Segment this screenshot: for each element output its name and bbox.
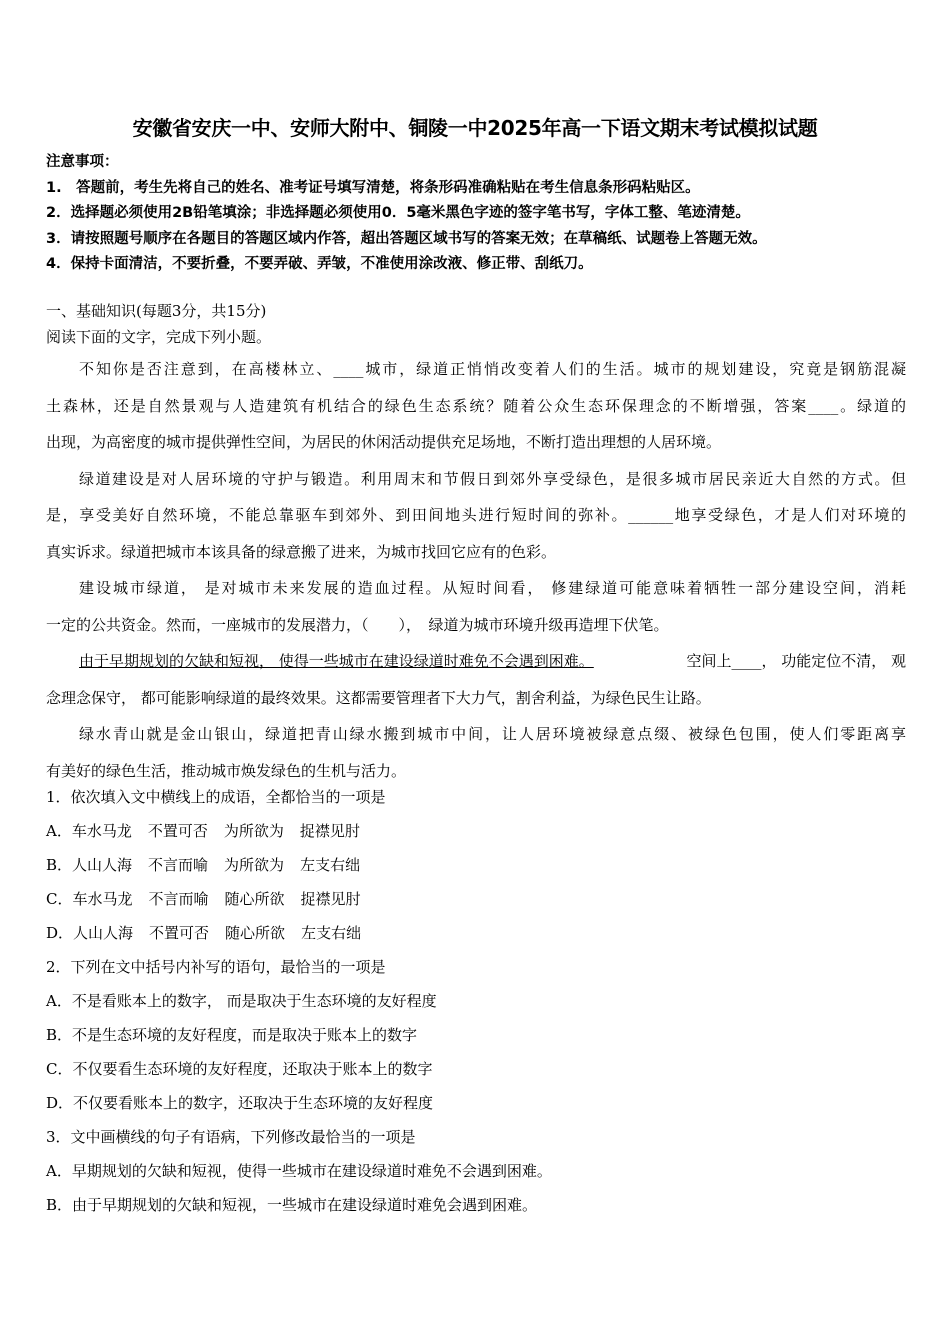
passage-line: 真实诉求。绿道把城市本该具备的绿意搬了进来，为城市找回它应有的色彩。 xyxy=(46,542,557,561)
option-part: D．人山人海 xyxy=(46,924,134,942)
passage-line: 一定的公共资金。然而，一座城市的发展潜力，（ ）， 绿道为城市环境升级再造埋下伏笔。 xyxy=(46,615,669,634)
passage-line xyxy=(46,643,906,680)
note-item: 1. 答题前，考生先将自己的姓名、准考证号填写清楚，将条形码准确粘贴在考生信息条形码粘贴区。 xyxy=(46,179,700,196)
option-part: 捉襟见肘 xyxy=(300,890,361,908)
questions xyxy=(46,780,906,1222)
option-part: 为所欲为 xyxy=(223,822,284,840)
option-2b: B．不是生态环境的友好程度，而是取决于账本上的数字 xyxy=(46,1026,418,1044)
option-part: 不言而喻 xyxy=(148,890,209,908)
option-1b xyxy=(46,848,906,882)
option-part: 为所欲为 xyxy=(224,856,285,874)
underlined-sentence: 由于早期规划的欠缺和短视， 使得一些城市在建设绿道时难免不会遇到困难。 xyxy=(79,652,594,670)
notes-section xyxy=(46,150,926,278)
notes-heading: 注意事项： xyxy=(46,154,119,170)
option-2a: A．不是看账本上的数字， 而是取决于生态环境的友好程度 xyxy=(46,992,437,1010)
passage-line: 绿水青山就是金山银山，绿道把青山绿水搬到城市中间，让人居环境被绿意点缀、被绿色包围，使人们零距离享 xyxy=(79,725,906,743)
option-part: 不言而喻 xyxy=(148,856,209,874)
passage-line: 念理念保守， 都可能影响绿道的最终效果。这都需要管理者下大力气，割舍利益，为绿色民生让路。 xyxy=(46,688,711,707)
option-part: 随心所欲 xyxy=(224,890,285,908)
question-stem: 2．下列在文中括号内补写的语句，最恰当的一项是 xyxy=(46,958,386,976)
option-part: 不置可否 xyxy=(149,924,210,942)
passage-line: 绿道建设是对人居环境的守护与锻造。利用周末和节假日到郊外享受绿色，是很多城市居民亲近大自然的方式。但 xyxy=(79,469,906,488)
option-3b: B．由于早期规划的欠缺和短视，一些城市在建设绿道时难免会遇到困难。 xyxy=(46,1196,538,1214)
option-2d: D．不仅要看账本上的数字，还取决于生态环境的友好程度 xyxy=(46,1094,434,1112)
option-part: 捉襟见肘 xyxy=(299,822,360,840)
option-part: B．人山人海 xyxy=(46,856,133,874)
reading-passage xyxy=(46,351,906,789)
option-1c xyxy=(46,882,906,916)
exam-title: 安徽省安庆一中、安师大附中、铜陵一中2025年高一下语文期末考试模拟试题 xyxy=(132,116,818,140)
note-item: 4．保持卡面清洁，不要折叠，不要弄破、弄皱，不准使用涂改液、修正带、刮纸刀。 xyxy=(46,256,593,272)
option-part: C．车水马龙 xyxy=(46,890,133,908)
passage-line-rest: 空间上____， 功能定位不清， 观 xyxy=(686,652,906,670)
note-item: 3．请按照题号顺序在各题目的答题区域内作答，超出答题区域书写的答案无效；在草稿纸、试题卷上答题无效。 xyxy=(46,230,767,247)
question-stem: 1．依次填入文中横线上的成语，全都恰当的一项是 xyxy=(46,788,386,806)
option-1a xyxy=(46,814,906,848)
option-part: 左支右绌 xyxy=(301,924,362,942)
passage-line: 出现，为高密度的城市提供弹性空间，为居民的休闲活动提供充足场地，不断打造出理想的人居环境。 xyxy=(46,433,722,451)
option-part: 不置可否 xyxy=(147,822,208,840)
section-heading: 一、基础知识(每题3分，共15分) xyxy=(46,302,267,320)
option-part: 左支右绌 xyxy=(300,856,361,874)
passage-line: 是，享受美好自然环境，不能总靠驱车到郊外、到田间地头进行短时间的弥补。______地享受绿色，才是人们对环境的 xyxy=(46,506,906,524)
passage-line: 土森林，还是自然景观与人造建筑有机结合的绿色生态系统？随着公众生态环保理念的不断增强，答案____。绿道的 xyxy=(46,396,906,415)
option-2c: C．不仅要看生态环境的友好程度，还取决于账本上的数字 xyxy=(46,1060,433,1078)
section-instruction: 阅读下面的文字，完成下列小题。 xyxy=(46,328,272,346)
option-part: A．车水马龙 xyxy=(46,822,132,840)
note-item: 2．选择题必须使用2B铅笔填涂；非选择题必须使用0．5毫米黑色字迹的签字笔书写，字体工整、笔迹清楚。 xyxy=(46,205,750,221)
option-3a: A．早期规划的欠缺和短视，使得一些城市在建设绿道时难免不会遇到困难。 xyxy=(46,1162,552,1180)
passage-line: 不知你是否注意到，在高楼林立、____城市，绿道正悄悄改变着人们的生活。城市的规划建设，究竟是钢筋混凝 xyxy=(79,360,906,378)
option-part: 随心所欲 xyxy=(225,924,286,942)
passage-line: 建设城市绿道， 是对城市未来发展的造血过程。从短时间看， 修建绿道可能意味着牺牲一部分建设空间，消耗 xyxy=(79,579,906,597)
passage-line: 有美好的绿色生活，推动城市焕发绿色的生机与活力。 xyxy=(46,761,407,780)
option-1d xyxy=(46,916,906,950)
question-stem: 3．文中画横线的句子有语病，下列修改最恰当的一项是 xyxy=(46,1128,416,1146)
